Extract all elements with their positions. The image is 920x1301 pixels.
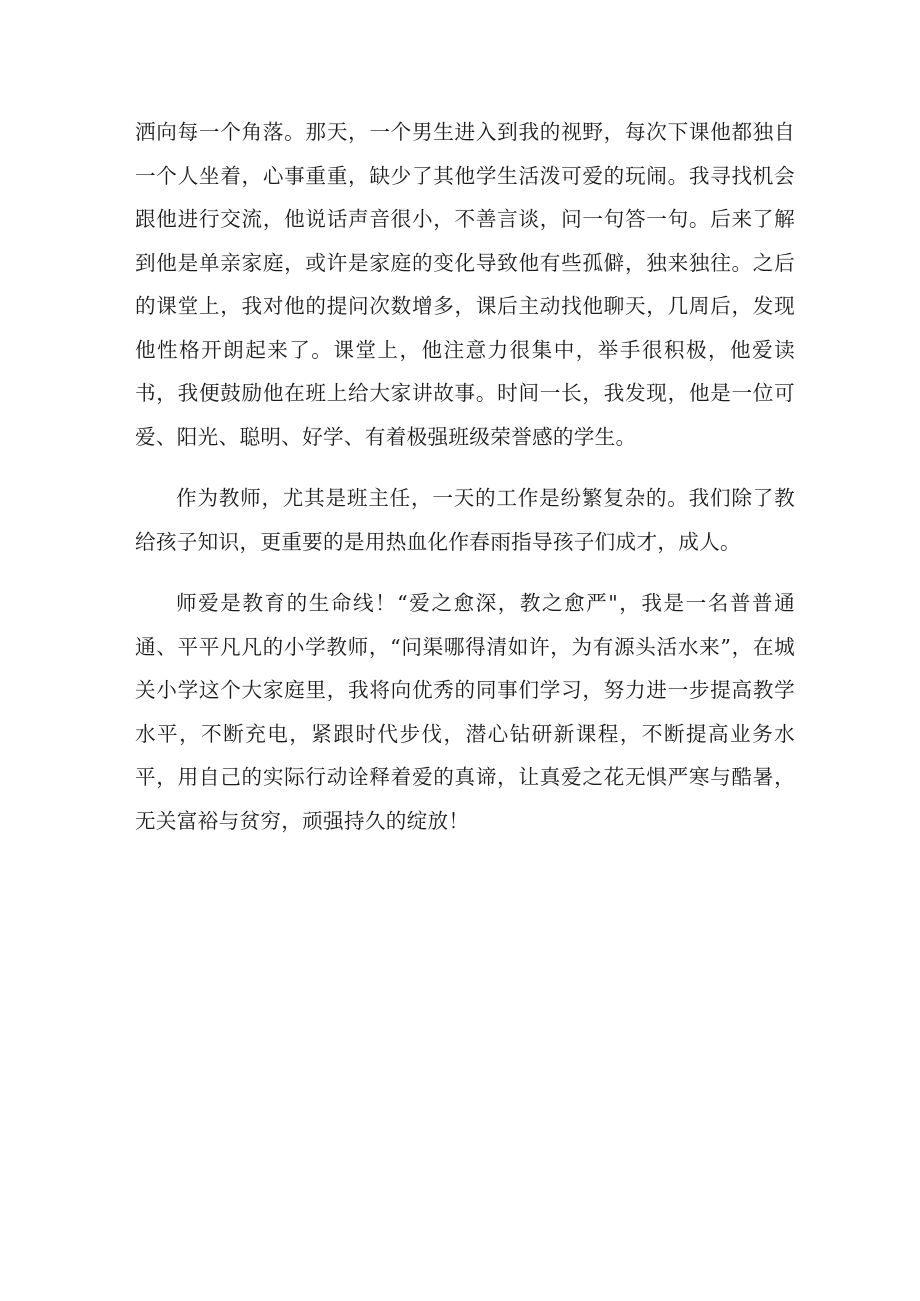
paragraph-continued: 洒向每一个角落。那天，一个男生进入到我的视野，每次下课他都独自一个人坐着，心事重重，缺少了其他学生活泼可爱的玩闹。我寻找机会跟他进行交流，他说话声音很小，不善言谈，问一句答一句。后来了解到他是单亲家庭，或许是家庭的变化导致他有些孤僻，独来独往。之后的课堂上，我对他的提问次数增多，课后主动找他聊天，几周后，发现他性格开朗起来了。课堂上，他注意力很集中，举手很积极，他爱读书，我便鼓励他在班上给大家讲故事。时间一长，我发现，他是一位可爱、阳光、聪明、好学、有着极强班级荣誉感的学生。 [135,120,795,449]
paragraph-teacher-love: 师爱是教育的生命线！“爱之愈深，教之愈严"，我是一名普普通通、平平凡凡的小学教师，“问渠哪得清如许，为有源头活水来”，在城关小学这个大家庭里，我将向优秀的同事们学习，努力进一步提高教学水平，不断充电，紧跟时代步伐，潜心钻研新课程，不断提高业务水平，用自己的实际行动诠释着爱的真谛，让真爱之花无惧严寒与酷暑，无关富裕与贫穷，顽强持久的绽放！ [135,591,795,833]
document-body [135,111,795,843]
paragraph-teacher-work: 作为教师，尤其是班主任，一天的工作是纷繁复杂的。我们除了教给孩子知识，更重要的是用热血化作春雨指导孩子们成才，成人。 [135,486,795,554]
